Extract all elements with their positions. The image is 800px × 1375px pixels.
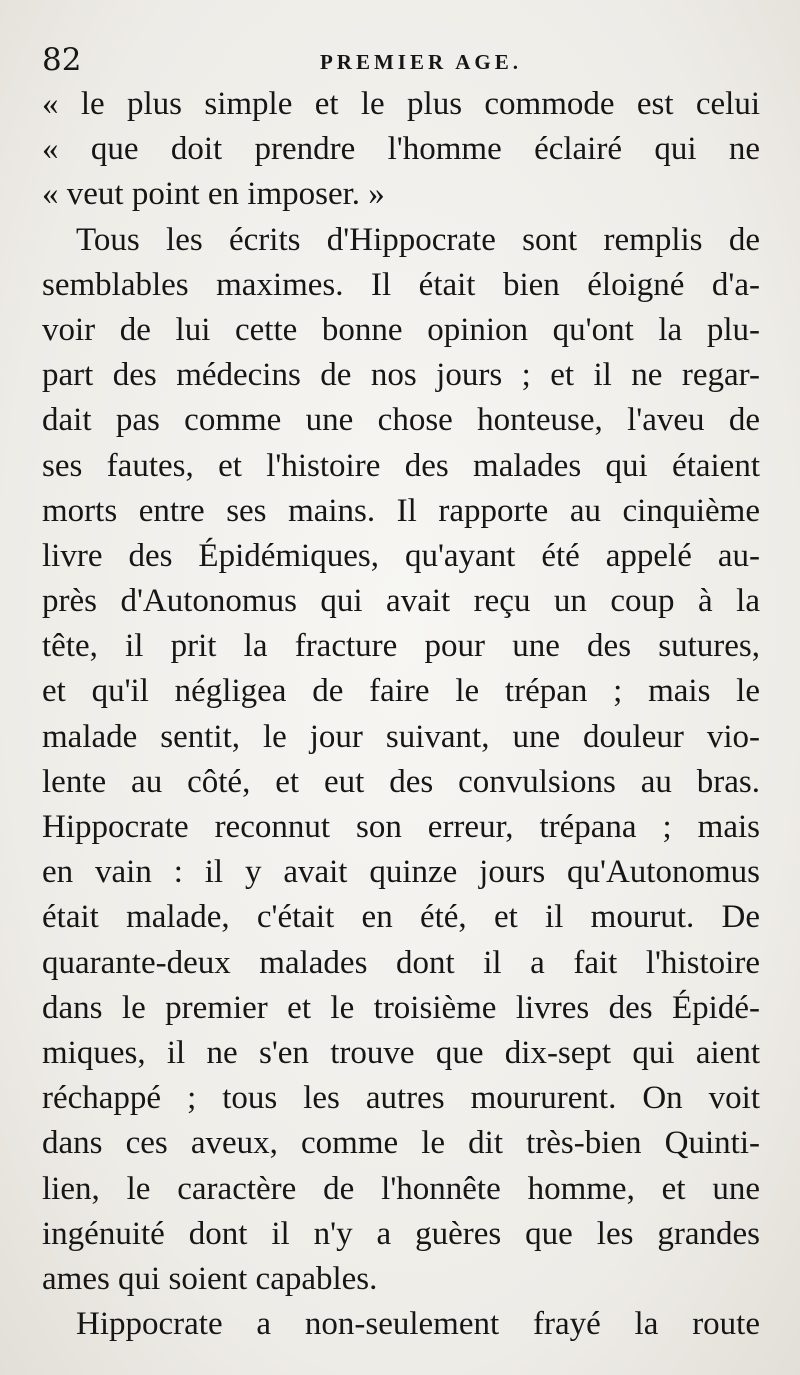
text-line: lien, le caractère de l'honnête homme, et une: [42, 1170, 760, 1207]
text-line: et qu'il négligea de faire le trépan ; mais le: [42, 673, 760, 710]
text-line: tête, il prit la fracture pour une des sutures,: [42, 628, 760, 665]
text-line: dait pas comme une chose honteuse, l'aveu de: [42, 402, 760, 439]
text-line: ames qui soient capables.: [42, 1260, 378, 1297]
text-line: morts entre ses mains. Il rapporte au cinquième: [42, 492, 760, 529]
text-line: malade sentit, le jour suivant, une douleur vio-: [42, 718, 760, 755]
text-line: part des médecins de nos jours ; et il ne regar-: [42, 357, 760, 394]
text-line: était malade, c'était en été, et il mourut. De: [42, 899, 760, 936]
text-line: ses fautes, et l'histoire des malades qui étaient: [42, 447, 760, 484]
text-line: réchappé ; tous les autres moururent. On voit: [42, 1080, 760, 1117]
text-line: ingénuité dont il n'y a guères que les grandes: [42, 1215, 760, 1252]
text-line: dans ces aveux, comme le dit très-bien Quinti-: [42, 1125, 760, 1162]
text-line: en vain : il y avait quinze jours qu'Autonomus: [42, 854, 760, 891]
text-line: voir de lui cette bonne opinion qu'ont la plu-: [42, 311, 760, 348]
page-number: 82: [42, 42, 82, 78]
text-line: quarante-deux malades dont il a fait l'histoire: [42, 944, 760, 981]
text-line: « veut point en imposer. »: [42, 176, 385, 213]
text-line: dans le premier et le troisième livres des Épidé-: [42, 989, 760, 1026]
text-line: miques, il ne s'en trouve que dix-sept qui aient: [42, 1034, 760, 1071]
page-header: [42, 38, 760, 82]
text-line: « que doit prendre l'homme éclairé qui ne: [42, 131, 760, 168]
text-line: près d'Autonomus qui avait reçu un coup à la: [42, 583, 760, 620]
paragraph-start-line: Hippocrate a non-seulement frayé la route: [76, 1306, 760, 1343]
paragraph-start-line: Tous les écrits d'Hippocrate sont remplis de: [76, 221, 760, 258]
text-line: « le plus simple et le plus commode est celui: [42, 86, 760, 122]
text-line: lente au côté, et eut des convulsions au bras.: [42, 763, 760, 800]
text-line: semblables maximes. Il était bien éloigné d'a-: [42, 266, 760, 303]
body-text: [42, 82, 760, 1347]
text-line: Hippocrate reconnut son erreur, trépana ; mais: [42, 809, 760, 845]
running-title: PREMIER AGE.: [319, 50, 522, 74]
text-line: livre des Épidémiques, qu'ayant été appelé au-: [42, 537, 760, 574]
